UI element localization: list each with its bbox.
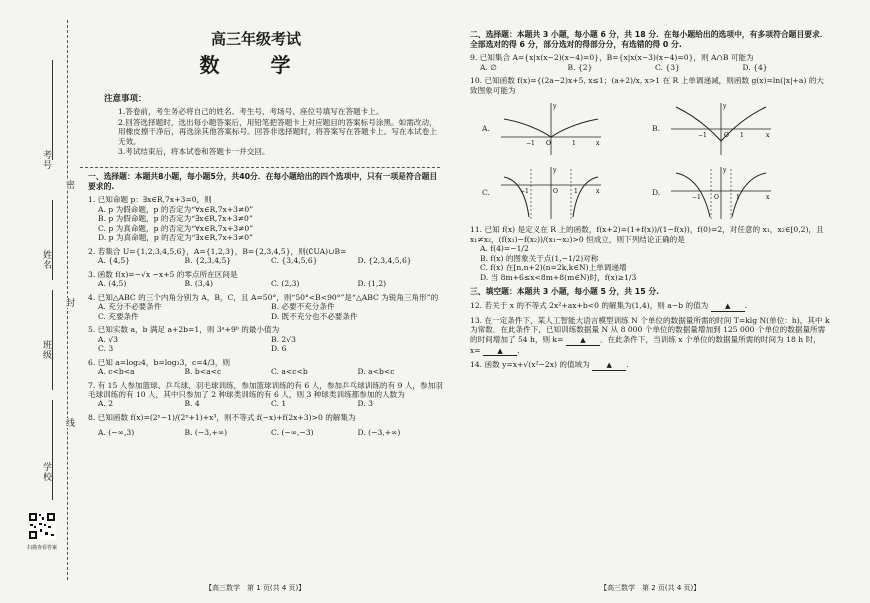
options-row <box>88 302 444 311</box>
option: B. f(x) 的图象关于点(1,−1/2)对称 <box>480 253 599 263</box>
graph-option-a <box>482 99 652 157</box>
svg-text:−1: −1 <box>692 194 701 202</box>
exam-title: 高三年级考试 <box>210 30 301 48</box>
option: B. b<a<c <box>184 367 222 377</box>
option: C. (2,3) <box>271 279 300 289</box>
options-row <box>470 63 830 72</box>
answer-blank[interactable]: ▲ <box>483 347 517 357</box>
seal-char-feng: 封 <box>64 298 74 308</box>
option: D. (−3,+∞) <box>357 428 401 438</box>
option: C. {3,4,5,6} <box>271 256 318 266</box>
options-row <box>88 399 444 408</box>
option: C. 3 <box>98 344 114 354</box>
graph-option-c <box>482 163 652 221</box>
svg-text:x: x <box>596 140 600 148</box>
question-8: 8. 已知函数 f(x)=(2ˣ−1)/(2ˣ+1)+x³，则不等式 f(−x)+f(2x+3)>0 的解集为 <box>88 412 356 422</box>
options-row <box>88 256 444 265</box>
question-13: 13. 在一定条件下，某人工智能大语言模型训练 N 个单位的数据量所需的时间 T=klg N(单位：h)，其中 k 为常数．在此条件下，已知训练数据量 N 从 8 000 个单位的数据量增加到 125 000 个单位的数据量所需的时间增加了 54 h，则 k= ▲ ．在此条件下，当训练 x 个单位的数据量所需的时间为 18 h 时，x= ▲ . <box>470 315 830 355</box>
svg-text:y: y <box>723 103 727 111</box>
option: D. a<b<c <box>357 367 395 377</box>
option: A. f(4)=−1/2 <box>480 244 529 254</box>
graph-label: C. <box>482 187 490 197</box>
option: B. (3,4) <box>184 279 213 289</box>
option: C. 1 <box>271 399 287 409</box>
notes-list <box>88 107 444 156</box>
section-1-heading: 一、选择题：本题共8小题，每小题5分，共40分．在每小题给出的四个选项中，只有一项是符合题目要求的. <box>88 171 438 191</box>
options-row <box>88 335 444 344</box>
svg-text:O: O <box>553 188 558 196</box>
options-row <box>88 344 444 353</box>
left-page <box>88 30 444 438</box>
question-3: 3. 函数 f(x)=−√x −x+5 的零点所在区间是 <box>88 269 238 279</box>
question-5: 5. 已知实数 a，b 满足 a+2b=1，则 3ᵃ+9ᵇ 的最小值为 <box>88 325 280 335</box>
option: B. 必要不充分条件 <box>271 302 335 312</box>
svg-text:1: 1 <box>740 132 744 140</box>
exam-number-line <box>52 60 53 160</box>
svg-text:O: O <box>724 132 729 140</box>
seal-char-xian: 线 <box>64 418 74 428</box>
qr-caption: 扫描查看答案 <box>26 545 57 551</box>
question-9: 9. 已知集合 A={x|x(x−2)(x−4)=0}，B={x|x(x−3)(x−4)=0}，则 A∩B 可能为 <box>470 53 754 63</box>
option: D. {4} <box>742 62 768 72</box>
option: D. (1,2) <box>357 279 387 289</box>
options-row <box>88 367 444 376</box>
name-label: 姓名 <box>41 250 51 270</box>
school-line <box>52 400 53 500</box>
option: C. p 为真命题，p 的否定为“∀x∈R,7x+3≠0” <box>98 223 254 233</box>
section-divider <box>80 167 440 168</box>
question-6: 6. 已知 a=log₂4，b=log₃3，c=4/3，则 <box>88 357 231 367</box>
option: A. (4,5) <box>98 279 127 289</box>
graph-b <box>666 99 776 157</box>
option: B. {2} <box>567 62 593 72</box>
page-1-footer: 【高三数学 第 1 页(共 4 页)】 <box>205 584 306 592</box>
svg-text:−1: −1 <box>520 188 529 196</box>
graph-option-d <box>652 163 822 221</box>
graph-label: D. <box>652 187 661 197</box>
svg-text:y: y <box>723 167 727 175</box>
question-13-tail: ．在此条件下，当训练 x 个单位的数据量所需的时间为 18 h 时，x= <box>470 334 821 355</box>
option: A. 2 <box>98 399 114 409</box>
graph-d <box>666 163 776 221</box>
svg-text:y: y <box>553 103 557 111</box>
option: D. {2,3,4,5,6} <box>357 256 412 266</box>
note-item: 1.答卷前，考生务必将自己的姓名、考生号、考场号、座位号填写在答题卡上。 <box>118 107 384 117</box>
question-12-text: 12. 若关于 x 的不等式 2x²+ax+b<0 的解集为(1,4)，则 a−b 的值为 <box>470 301 709 311</box>
option: A. (−∞,3) <box>98 428 135 438</box>
option: A. √3 <box>98 334 118 344</box>
options-row <box>88 279 444 288</box>
subject-title: 数 学 <box>199 52 313 77</box>
svg-text:O: O <box>714 194 719 202</box>
question-1: 1. 已知命题 p：∃x∈R,7x+3=0，则 <box>88 195 212 205</box>
question-14-text: 14. 函数 y=x+√(x²−2x) 的值域为 <box>470 360 590 370</box>
svg-text:−1: −1 <box>526 140 535 148</box>
option: A. ∅ <box>480 62 497 72</box>
answer-blank[interactable]: ▲ <box>711 302 745 312</box>
option: C. {3} <box>655 62 680 72</box>
svg-text:x: x <box>596 188 600 196</box>
answer-blank[interactable]: ▲ <box>592 361 626 371</box>
question-13-text: 13. 在一定条件下，某人工智能大语言模型训练 N 个单位的数据量所需的时间 T=klg N(单位：h)，其中 k 为常数．在此条件下，已知训练数据量 N 从 8 000 个单位的数据量增加到 125 000 个单位的数据量所需的时间增加了 54 h，则 k= <box>470 315 830 344</box>
option: D. p 为真命题，p 的否定为“∃x∈R,7x+3≠0” <box>98 233 253 243</box>
question-14: 14. 函数 y=x+√(x²−2x) 的值域为 ▲ . <box>470 360 629 370</box>
notes-heading: 注意事项： <box>104 93 147 104</box>
svg-text:−1: −1 <box>698 132 707 140</box>
option: D. 既不充分也不必要条件 <box>271 311 358 321</box>
svg-text:O: O <box>546 140 551 148</box>
options-row <box>88 428 444 437</box>
graph-option-b <box>652 99 822 157</box>
graph-a <box>496 99 606 157</box>
option: C. f(x) 在[n,n+2)(n=2k,k∈N)上单调递增 <box>480 263 627 273</box>
option: A. p 为假命题，p 的否定为“∀x∈R,7x+3≠0” <box>98 204 254 214</box>
option: B. p 为假命题，p 的否定为“∃x∈R,7x+3≠0” <box>98 214 253 224</box>
svg-text:1: 1 <box>574 188 578 196</box>
note-item: 2.回答选择题时，选出每小题答案后，用铅笔把答题卡上对应题目的答案标号涂黑。如需改动，用橡皮擦干净后，再选涂其他答案标号。回答非选择题时，将答案写在答题卡上。写在本试卷上无效。 <box>118 117 437 146</box>
question-12: 12. 若关于 x 的不等式 2x²+ax+b<0 的解集为(1,4)，则 a−b 的值为 ▲ . <box>470 301 748 311</box>
option: B. (−3,+∞) <box>184 428 228 438</box>
svg-text:1: 1 <box>736 194 740 202</box>
class-label: 班级 <box>41 340 51 360</box>
option: B. 2√3 <box>271 334 296 344</box>
option: D. 当 8m+6≤x<8m+8(m∈N)时，f(x)≥1/3 <box>480 272 637 282</box>
question-2: 2. 若集合 U={1,2,3,4,5,6}，A={1,2,3}，B={2,3,4,5}，则(∁UA)∪B= <box>88 246 347 256</box>
graph-label: B. <box>652 123 660 133</box>
seal-char-mi: 密 <box>64 180 74 190</box>
exam-number-label: 考号 <box>41 150 51 170</box>
qr-code-icon[interactable] <box>28 512 56 540</box>
option: C. (−∞,−3) <box>271 428 314 438</box>
right-page <box>470 30 830 371</box>
note-item: 3.考试结束后，将本试卷和答题卡一并交回。 <box>118 147 270 157</box>
options-row <box>88 312 444 321</box>
svg-text:y: y <box>553 167 557 175</box>
graph-options <box>482 99 830 221</box>
section-3-heading: 三、填空题：本题共 3 小题，每小题 5 分，共 15 分. <box>470 287 660 297</box>
section-2-heading: 二、选择题：本题共 3 小题，每小题 6 分，共 18 分．在每小题给出的选项中，有多项符合题目要求．全部选对的得 6 分，部分选对的得部分分，有选错的得 0 分. <box>470 30 828 49</box>
svg-text:x: x <box>766 132 770 140</box>
page-2-footer: 【高三数学 第 2 页(共 4 页)】 <box>600 584 701 592</box>
svg-text:x: x <box>766 194 770 202</box>
option: B. 4 <box>184 399 200 409</box>
option: C. 充要条件 <box>98 311 139 321</box>
option: A. c<b<a <box>98 367 135 377</box>
question-7: 7. 有 15 人参加篮球、乒乓球、羽毛球训练，参加篮球训练的有 6 人，参加乒乓球训练的有 9 人，参加羽毛球训练的有 10 人，其中只参加了 2 种球类训练的有 6 人，则 3 种球类训练都参加的人数为 <box>88 380 443 399</box>
question-10: 10. 已知函数 f(x)={(2a−2)x+5, x≤1；(a+2)/x, x>1 在 R 上单调递减，则函数 g(x)=ln(|x|+a) 的大致图象可能为 <box>470 76 825 95</box>
option: C. a<c<b <box>271 367 308 377</box>
graph-c <box>496 163 606 221</box>
school-label: 学校 <box>41 462 51 482</box>
binding-margin <box>0 0 90 603</box>
question-11: 11. 已知 f(x) 是定义在 R 上的函数，f(x+2)=(1+f(x))/(1−f(x))，f(0)=2，对任意的 x₁，x₂∈[0,2)，且 x₁≠x₂，(f(x₁)−f(x₂))/(x₁−x₂)>0 恒成立，则下列结论正确的是 <box>470 225 824 244</box>
option: D. 3 <box>357 399 373 409</box>
option: B. {2,3,4,5} <box>184 256 232 266</box>
question-4: 4. 已知△ABC 的三个内角分别为 A，B，C，且 A=50°，则“50°<B<90°”是“△ABC 为锐角三角形”的 <box>88 292 439 302</box>
option: D. 6 <box>271 344 287 354</box>
option: A. {4,5} <box>98 256 131 266</box>
graph-label: A. <box>482 123 490 133</box>
answer-blank[interactable]: ▲ <box>566 336 600 346</box>
option: A. 充分不必要条件 <box>98 302 162 312</box>
svg-text:1: 1 <box>572 140 576 148</box>
